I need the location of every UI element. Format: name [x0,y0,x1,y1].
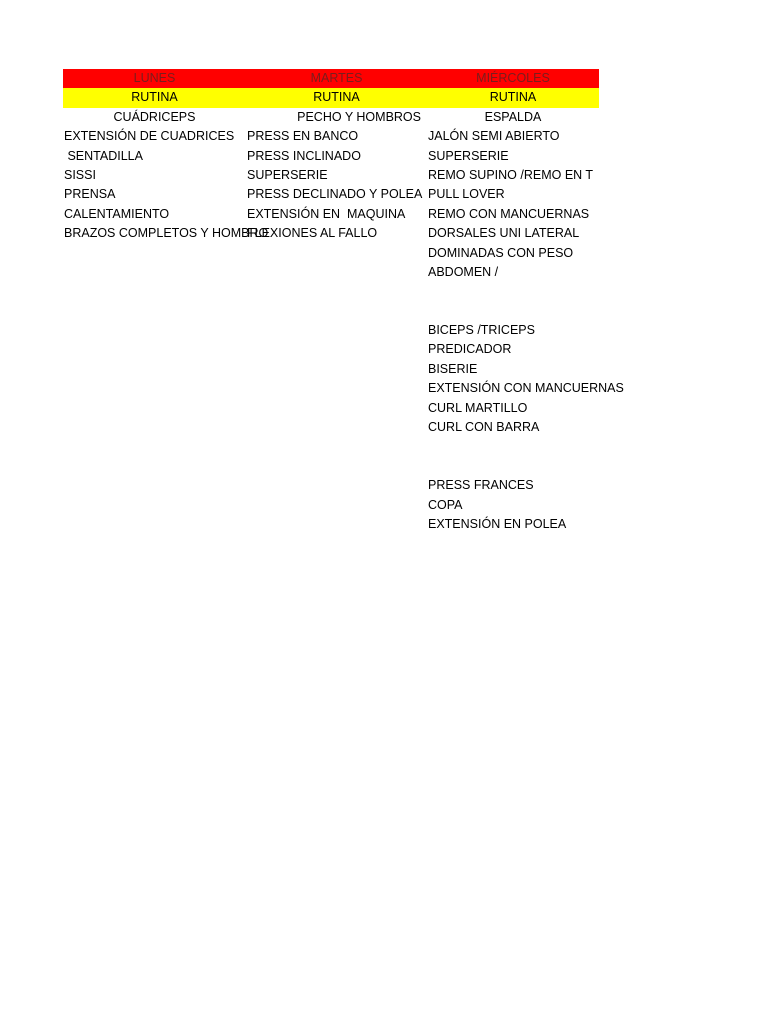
table-cell[interactable] [246,399,427,418]
spreadsheet [63,69,624,534]
table-cell[interactable] [427,437,599,456]
table-cell[interactable]: CURL CON BARRA [428,420,540,435]
table-cell[interactable]: ABDOMEN / [428,264,499,279]
table-cell[interactable] [63,515,246,534]
table-row [63,282,599,301]
table-cell[interactable]: DOMINADAS CON PESO [428,245,574,260]
table-cell[interactable]: SUPERSERIE [428,148,509,163]
table-cell[interactable] [63,282,246,301]
table-cell[interactable]: SUPERSERIE [247,167,328,182]
table-cell[interactable] [427,282,599,301]
table-row [63,418,599,437]
table-cell[interactable] [246,321,427,340]
table-row [63,437,599,456]
table-cell[interactable]: BRAZOS COMPLETOS Y HOMBRO [64,226,269,241]
table-cell[interactable] [246,418,427,437]
table-cell[interactable] [246,437,427,456]
table-row [63,185,599,204]
table-cell[interactable] [63,437,246,456]
table-row [63,244,599,263]
table-cell[interactable] [246,244,427,263]
table-cell[interactable]: JALÓN SEMI ABIERTO [428,129,560,144]
table-cell[interactable] [246,263,427,282]
day-cell-monday[interactable]: LUNES [133,71,176,85]
table-cell[interactable] [63,360,246,379]
table-cell[interactable] [63,379,246,398]
table-cell[interactable] [63,496,246,515]
table-cell[interactable]: PRESS EN BANCO [247,129,359,144]
table-cell[interactable]: BICEPS /TRICEPS [428,323,535,338]
table-cell[interactable]: PULL LOVER [428,187,505,202]
table-cell[interactable] [246,515,427,534]
table-cell[interactable]: EXTENSIÓN EN POLEA [428,516,567,531]
table-row [63,321,599,340]
table-cell[interactable] [63,399,246,418]
routine-cell[interactable]: RUTINA [313,90,360,105]
table-cell[interactable]: EXTENSIÓN DE CUADRICES [64,129,235,144]
table-row [63,340,599,359]
table-row [63,166,599,185]
table-cell[interactable] [63,418,246,437]
table-cell[interactable]: PRESS FRANCES [428,478,534,493]
muscle-group-cell[interactable]: PECHO Y HOMBROS [297,109,421,124]
table-cell[interactable] [246,476,427,495]
table-row [63,127,599,146]
muscle-group-row [63,108,599,127]
routine-cell[interactable]: RUTINA [489,90,537,105]
table-cell[interactable] [246,457,427,476]
table-cell[interactable] [246,282,427,301]
table-cell[interactable] [63,321,246,340]
table-cell[interactable] [63,302,246,321]
table-cell[interactable] [427,457,599,476]
table-cell[interactable] [246,496,427,515]
table-row [63,360,599,379]
table-cell[interactable]: EXTENSIÓN EN MAQUINA [247,206,406,221]
table-cell[interactable]: CURL MARTILLO [428,400,528,415]
table-cell[interactable] [63,263,246,282]
table-cell[interactable]: DORSALES UNI LATERAL [428,226,580,241]
table-cell[interactable] [63,244,246,263]
table-cell[interactable] [246,379,427,398]
table-cell[interactable] [63,340,246,359]
table-row [63,205,599,224]
table-cell[interactable] [427,302,599,321]
table-cell[interactable]: COPA [428,497,463,512]
table-cell[interactable]: PREDICADOR [428,342,512,357]
table-row [63,263,599,282]
table-row [63,476,599,495]
day-cell-tuesday[interactable]: MARTES [310,71,363,85]
table-cell[interactable] [246,360,427,379]
table-row [63,496,599,515]
muscle-group-cell[interactable]: CUÁDRICEPS [113,109,196,124]
day-cell-wednesday[interactable]: MIÉRCOLES [476,71,550,85]
table-row [63,147,599,166]
table-row [63,399,599,418]
routine-cell[interactable]: RUTINA [131,90,178,105]
table-cell[interactable] [63,457,246,476]
day-header-row [63,69,599,88]
table-cell[interactable]: PRESS DECLINADO Y POLEA [247,187,423,202]
table-cell[interactable]: BISERIE [428,361,478,376]
table-cell[interactable] [63,476,246,495]
exercise-rows [63,127,624,534]
table-row [63,379,624,398]
table-cell[interactable]: REMO SUPINO /REMO EN T [428,167,594,182]
table-row [63,302,599,321]
muscle-group-cell[interactable]: ESPALDA [484,109,542,124]
table-cell[interactable]: PRENSA [64,187,116,202]
table-cell[interactable]: SENTADILLA [64,148,143,163]
table-row [63,224,599,243]
table-cell[interactable] [246,340,427,359]
table-row [63,515,599,534]
routine-header-row [63,88,599,107]
table-cell[interactable]: EXTENSIÓN CON MANCUERNAS [428,381,624,396]
table-cell[interactable]: SISSI [64,167,96,182]
table-cell[interactable]: FLEXIONES AL FALLO [247,226,378,241]
table-cell[interactable] [246,302,427,321]
table-cell[interactable]: CALENTAMIENTO [64,206,170,221]
table-row [63,457,599,476]
table-cell[interactable]: REMO CON MANCUERNAS [428,206,590,221]
table-cell[interactable]: PRESS INCLINADO [247,148,361,163]
